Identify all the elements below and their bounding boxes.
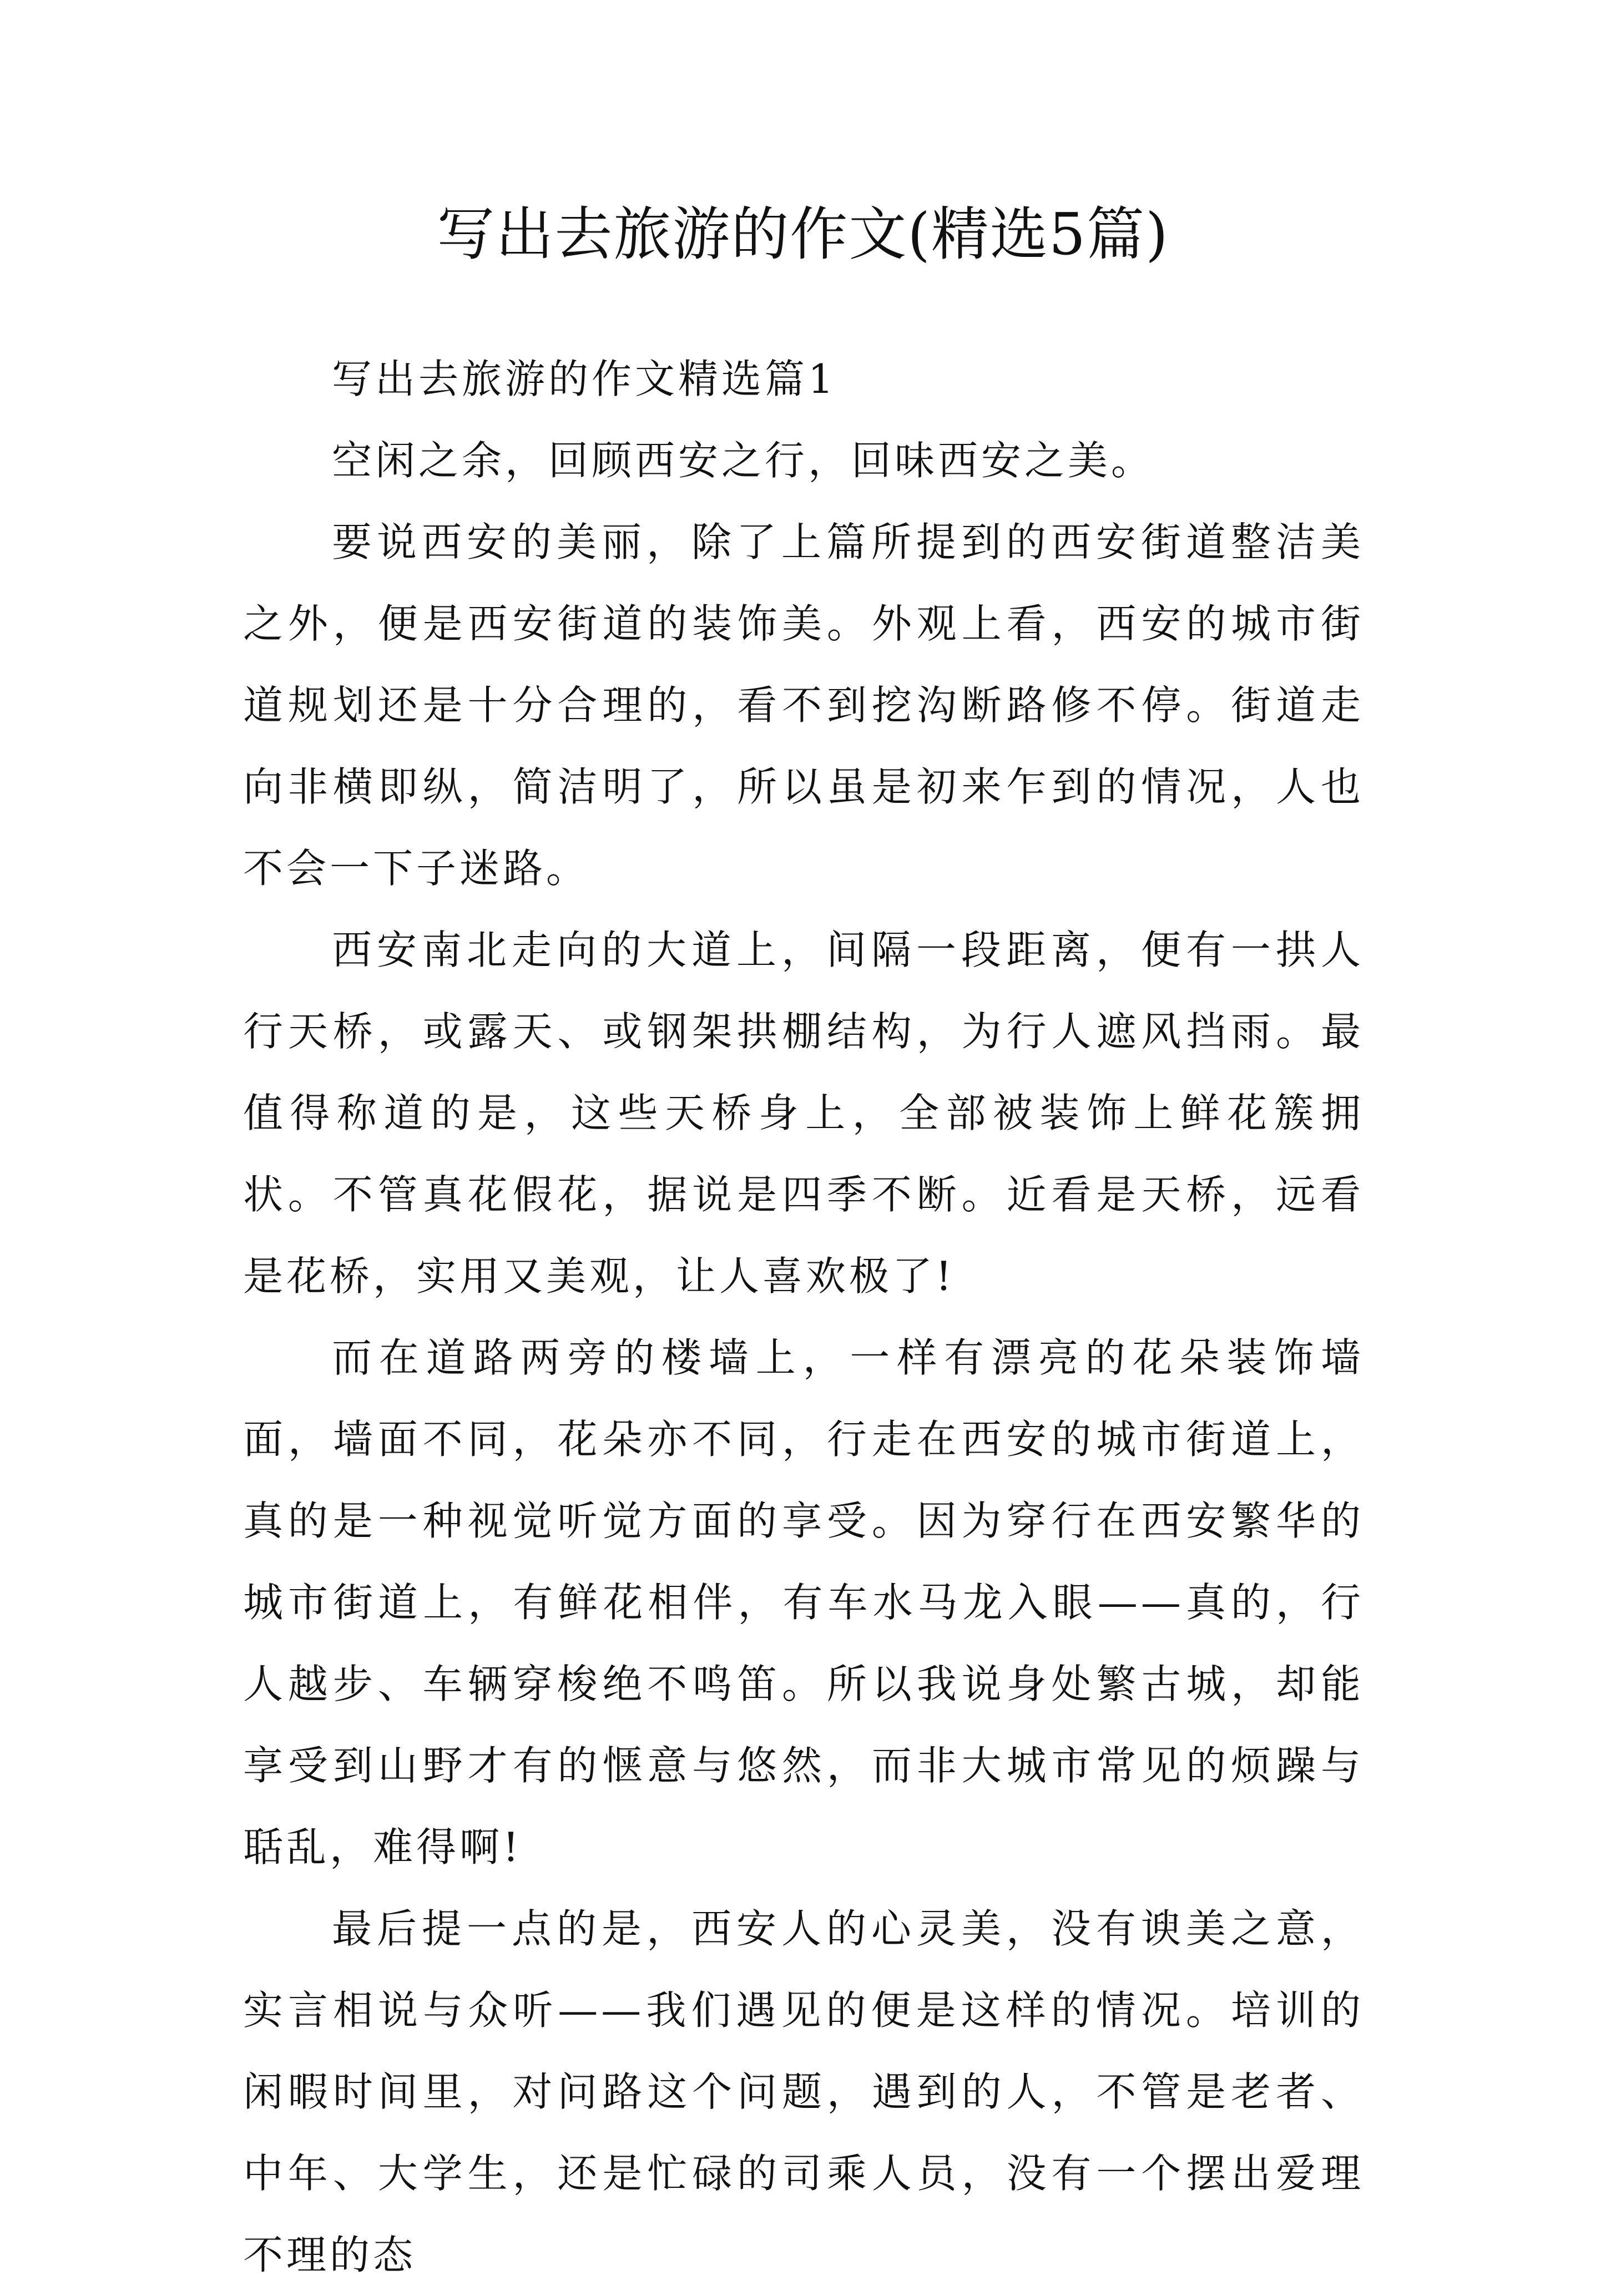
- document-title: 写出去旅游的作文(精选5篇): [437, 200, 1169, 268]
- document-body: [243, 338, 1364, 2296]
- body-paragraph: 要说西安的美丽，除了上篇所提到的西安街道整洁美之外，便是西安街道的装饰美。外观上看，西安的城市街道规划还是十分合理的，看不到挖沟断路修不停。街道走向非横即纵，简洁明了，所以虽是初来乍到的情况，人也不会一下子迷路。: [243, 519, 1364, 892]
- body-paragraph: 空闲之余，回顾西安之行，回味西安之美。: [332, 437, 1155, 484]
- section-heading: 写出去旅游的作文精选篇1: [332, 356, 837, 402]
- body-paragraph: 最后提一点的是，西安人的心灵美，没有谀美之意，实言相说与众听——我们遇见的便是这样的情况。培训的闲暇时间里，对问路这个问题，遇到的人，不管是老者、中年、大学生，还是忙碌的司乘人员，没有一个摆出爱理不理的态: [243, 1905, 1364, 2278]
- body-paragraph: 而在道路两旁的楼墙上，一样有漂亮的花朵装饰墙面，墙面不同，花朵亦不同，行走在西安的城市街道上，真的是一种视觉听觉方面的享受。因为穿行在西安繁华的城市街道上，有鲜花相伴，有车水马龙入眼——真的，行人越步、车辆穿梭绝不鸣笛。所以我说身处繁古城，却能享受到山野才有的惬意与悠然，而非大城市常见的烦躁与聒乱，难得啊!: [243, 1334, 1364, 1870]
- body-paragraph: 西安南北走向的大道上，间隔一段距离，便有一拱人行天桥，或露天、或钢架拱棚结构，为行人遮风挡雨。最值得称道的是，这些天桥身上，全部被装饰上鲜花簇拥状。不管真花假花，据说是四季不断。近看是天桥，远看是花桥，实用又美观，让人喜欢极了!: [243, 927, 1364, 1299]
